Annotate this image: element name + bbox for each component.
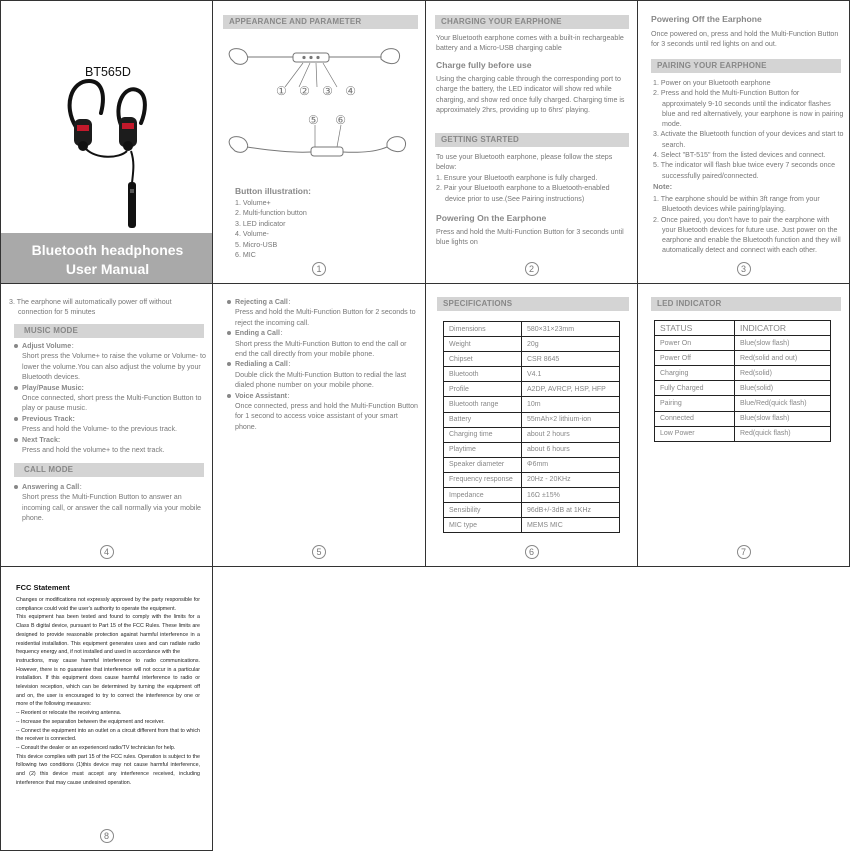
table-header-row [655, 321, 831, 336]
note-label: Note: [653, 182, 673, 191]
button-list [235, 198, 307, 260]
led-status: Pairing [655, 396, 735, 411]
item-title: Play/Pause Music: [22, 383, 84, 392]
callout-5: ⑤ [308, 113, 319, 127]
page-number: 3 [737, 262, 751, 276]
spec-value: 20Hz - 20KHz [522, 472, 620, 487]
led-indicator: Red(solid and out) [735, 351, 831, 366]
spec-label: Chipset [444, 352, 522, 367]
item-suffix: ： [79, 483, 87, 491]
call-item-reject [227, 297, 419, 328]
fcc-paragraph: -- Reorient or relocate the receiving antenna. [16, 710, 122, 717]
page-number: 1 [312, 262, 326, 276]
table-row [444, 427, 620, 442]
led-status: Charging [655, 366, 735, 381]
getting-started-text: To use your Bluetooth earphone, please follow the steps below: [436, 153, 613, 172]
spec-label: Charging time [444, 427, 522, 442]
table-row [655, 381, 831, 396]
call-item-voice-assistant [227, 391, 419, 433]
charge-fully-heading: Charge fully before use [436, 60, 532, 70]
spec-value: 20g [522, 337, 620, 352]
item-text: Press and hold the Multi-Function Button for 2 seconds to reject the incoming call. [235, 308, 416, 327]
item-title: Rejecting a Call [235, 298, 288, 306]
call-mode-heading: CALL MODE [14, 463, 204, 477]
power-on-heading: Powering On the Earphone [436, 213, 547, 223]
pairing-step: 1. Power on your Bluetooth earphone [653, 79, 771, 87]
spec-label: Frequency response [444, 472, 522, 487]
music-item-next-track [14, 435, 209, 456]
table-row [655, 351, 831, 366]
column-header-indicator: INDICATOR [735, 321, 831, 336]
item-suffix: ： [71, 342, 79, 350]
spec-value: MEMS MIC [522, 518, 620, 533]
spec-label: Dimensions [444, 322, 522, 337]
table-row [444, 397, 620, 412]
item-text: Press and hold the volume+ to the next track. [22, 446, 165, 455]
table-row [444, 442, 620, 457]
led-indicator: Blue(slow flash) [735, 336, 831, 351]
table-row [655, 336, 831, 351]
earphone-illustration [1, 1, 213, 231]
spec-value: V4.1 [522, 367, 620, 382]
charge-fully-text: Using the charging cable through the corresponding port to charge the battery, the LED indicator will show red while charging, and show red once fully charged. Charging time is approximately 2hrs, providing up to 6hrs' playing. [436, 75, 625, 115]
fcc-body [16, 596, 200, 787]
spec-value: CSR 8645 [522, 352, 620, 367]
spec-label: Profile [444, 382, 522, 397]
table-row [655, 366, 831, 381]
led-indicator: Red(quick flash) [735, 426, 831, 441]
callouts-bottom [308, 113, 346, 127]
table-row [655, 411, 831, 426]
notes-list [653, 194, 845, 256]
music-item-previous-track [14, 414, 209, 435]
page-number: 6 [525, 545, 539, 559]
call-handling-items [227, 297, 419, 432]
callout-1: ① [276, 84, 287, 98]
callout-6: ⑥ [335, 113, 346, 127]
page-number: 8 [100, 829, 114, 843]
spec-value: about 6 hours [522, 442, 620, 457]
led-indicator: Blue/Red(quick flash) [735, 396, 831, 411]
appearance-heading: APPEARANCE AND PARAMETER [223, 15, 418, 29]
model-label: BT565D [85, 65, 131, 79]
button-item: 5. Micro-USB [235, 240, 278, 249]
led-indicator-heading: LED INDICATOR [651, 297, 841, 311]
button-item: 4. Volume- [235, 230, 269, 239]
spec-label: MIC type [444, 518, 522, 533]
led-indicator: Blue(solid) [735, 381, 831, 396]
item-title: Previous Track: [22, 414, 75, 423]
note-item: 1. The earphone should be within 3ft range from your Bluetooth devices while pairing/playing. [653, 195, 820, 214]
item-suffix: ： [287, 360, 295, 369]
callouts-top [276, 84, 356, 98]
spec-value: 96dB+/-3dB at 1KHz [522, 503, 620, 518]
led-indicator: Red(solid) [735, 366, 831, 381]
charging-heading: CHARGING YOUR EARPHONE [435, 15, 629, 29]
fcc-paragraph: -- Connect the equipment into an outlet on a circuit different from that to which the receiver is connected. [16, 727, 200, 743]
step-item: 1. Ensure your Bluetooth earphone is fully charged. [436, 174, 598, 182]
button-item: 6. MIC [235, 251, 256, 260]
spec-label: Impedance [444, 488, 522, 503]
spec-label: Sensibility [444, 503, 522, 518]
power-off-heading: Powering Off the Earphone [651, 14, 762, 24]
auto-power-off-text: 3. The earphone will automatically power off without connection for 5 minutes [9, 298, 172, 317]
step-item: 2. Pair your Bluetooth earphone to a Bluetooth-enabled device prior to use.(See Pairing instructions) [436, 184, 610, 203]
table-row [444, 352, 620, 367]
music-items [14, 341, 209, 455]
fcc-paragraph: -- Consult the dealer or an experienced radio/TV technician for help. [16, 744, 176, 751]
pairing-step: 5. The indicator will flash blue twice every 7 seconds once successfully paired/connected. [653, 161, 836, 180]
pairing-panel [637, 0, 850, 284]
table-row [444, 457, 620, 472]
music-mode-heading: MUSIC MODE [14, 324, 204, 338]
cover-panel [0, 0, 213, 284]
item-suffix: ： [287, 298, 295, 306]
item-suffix: ： [279, 329, 288, 338]
callout-3: ③ [322, 84, 333, 98]
table-row [444, 488, 620, 503]
fcc-paragraph: This device complies with part 15 of the FCC rules. Operation is subject to the following two conditions (1)this device may not cause harmful interference, and (2) this device must accept any interference received, including interference that may cause undesired operation. [16, 753, 200, 786]
led-status: Power Off [655, 351, 735, 366]
item-suffix: ： [287, 391, 295, 400]
spec-value: A2DP, AVRCP, HSP, HFP [522, 382, 620, 397]
page-number: 2 [525, 262, 539, 276]
cover-title-line1: Bluetooth headphones [31, 242, 184, 258]
spec-label: Bluetooth [444, 367, 522, 382]
spec-label: Speaker diameter [444, 457, 522, 472]
fcc-paragraph: instructions, may cause harmful interference to radio communications. However, there is no guarantee that interference will not occur in a particular installation. If this equipment does cause harmful interference to radio or television reception, which can be determined by turning the equipment off and on, the user is encouraged to try to correct the interference by one or more of the following measures: [16, 657, 200, 708]
spec-value: 10m [522, 397, 620, 412]
column-header-status: STATUS [655, 321, 735, 336]
item-text: Short press the Multi-Function Button to end the call or end the call directly from your mobile phone. [235, 339, 407, 359]
callout-2: ② [299, 84, 310, 98]
table-row [444, 518, 620, 533]
page-number: 7 [737, 545, 751, 559]
led-status: Low Power [655, 426, 735, 441]
item-title: Next Track: [22, 435, 61, 444]
item-text: Double click the Multi-Function Button to redial the last dialed phone number on your mobile phone. [235, 370, 407, 390]
table-row [444, 322, 620, 337]
spec-value: 580×31×23mm [522, 322, 620, 337]
music-item-adjust-volume [14, 341, 209, 383]
getting-started-heading: GETTING STARTED [435, 133, 629, 147]
music-item-play-pause [14, 383, 209, 414]
appearance-panel [212, 0, 426, 284]
note-item: 2. Once paired, you don't have to pair the earphone with your Bluetooth devices for future use. Just power on the earphone and enable the Bluetooth function and they will automatically detect and connect with each other. [653, 215, 841, 255]
pairing-step: 3. Activate the Bluetooth function of your devices and start to search. [653, 130, 844, 149]
specifications-table [443, 321, 620, 533]
cover-title-band [1, 233, 213, 284]
led-status: Connected [655, 411, 735, 426]
pairing-step: 4. Select "BT-515" from the listed devices and connect. [653, 151, 826, 160]
spec-value: 55mAh×2 lithium-ion [522, 412, 620, 427]
item-text: Once connected, short press the Multi-Function Button to play or pause music. [22, 394, 202, 413]
item-title: Voice Assistant [235, 391, 288, 400]
table-row [655, 396, 831, 411]
led-status: Power On [655, 336, 735, 351]
fcc-paragraph: This equipment has been tested and found to comply with the limits for a Class B digital device, pursuant to Part 15 of the FCC Rules. These limits are designed to provide reasonable protection against harmful interference in a residential installation. This equipment generates uses and can radiate radio frequency energy and, if not installed and used in accordance with the [16, 614, 200, 656]
led-indicator-panel [637, 283, 850, 567]
item-text: Once connected, press and hold the Multi-Function Button for 1 second to access voice assistant of your smart phone. [235, 402, 418, 431]
getting-started-steps [436, 173, 631, 204]
item-title: Adjust Volume [22, 342, 72, 350]
item-title: Ending a Call [235, 329, 280, 338]
led-status: Fully Charged [655, 381, 735, 396]
item-text: Short press the Multi-Function Button to answer an incoming call, or answer the call normally via your mobile phone. [22, 493, 201, 523]
pairing-steps [653, 78, 845, 181]
call-item-end [227, 328, 419, 359]
specifications-heading: SPECIFICATIONS [437, 297, 629, 311]
fcc-panel [0, 566, 213, 851]
table-row [444, 472, 620, 487]
spec-value: 16Ω ±15% [522, 488, 620, 503]
page-number: 4 [100, 545, 114, 559]
item-text: Short press the Volume+ to raise the volume or Volume- to lower the volume.You can also adjust the volume by your Bluetooth devices. [22, 352, 206, 382]
button-item: 3. LED indicator [235, 219, 286, 228]
button-illustration-title: Button illustration: [235, 186, 312, 196]
pairing-heading: PAIRING YOUR EARPHONE [651, 59, 841, 73]
button-item: 1. Volume+ [235, 199, 271, 207]
call-handling-panel [212, 283, 426, 567]
item-title: Answering a Call [22, 483, 80, 491]
table-row [444, 503, 620, 518]
charging-text: Your Bluetooth earphone comes with a built-in rechargeable battery and a Micro-USB charging cable [436, 34, 624, 53]
table-row [444, 382, 620, 397]
fcc-paragraph: Changes or modifications not expressly approved by the party responsible for compliance could void the user's authority to operate the equipment. [16, 597, 200, 612]
spec-value: about 2 hours [522, 427, 620, 442]
table-row [444, 412, 620, 427]
fcc-heading: FCC Statement [16, 583, 70, 592]
spec-label: Bluetooth range [444, 397, 522, 412]
spec-value: Φ6mm [522, 457, 620, 472]
charging-panel [425, 0, 638, 284]
led-indicator: Blue(slow flash) [735, 411, 831, 426]
power-on-text: Press and hold the Multi-Function Button for 3 seconds until blue lights on [436, 228, 624, 247]
led-indicator-table [654, 320, 831, 442]
callout-4: ④ [345, 84, 356, 98]
button-item: 2. Multi-function button [235, 209, 307, 218]
item-text: Press and hold the Volume- to the previous track. [22, 425, 177, 434]
pairing-step: 2. Press and hold the Multi-Function Button for approximately 9-10 seconds until the indicator flashes blue and red alternatively, your earphone is now in pairing mode. [653, 89, 844, 129]
music-call-panel [0, 283, 213, 567]
cover-title-line2: User Manual [65, 261, 150, 277]
spec-label: Playtime [444, 442, 522, 457]
call-items [14, 482, 204, 524]
spec-label: Battery [444, 412, 522, 427]
table-row [444, 367, 620, 382]
table-row [655, 426, 831, 441]
specifications-panel [425, 283, 638, 567]
fcc-paragraph: -- Increase the separation between the equipment and receiver. [16, 718, 165, 725]
spec-label: Weight [444, 337, 522, 352]
item-title: Redialing a Call [235, 360, 288, 369]
power-off-text: Once powered on, press and hold the Multi-Function Button for 3 seconds until red lights on and out. [651, 30, 839, 49]
page-number: 5 [312, 545, 326, 559]
call-item-answer [14, 482, 204, 524]
table-row [444, 337, 620, 352]
call-item-redial [227, 359, 419, 390]
